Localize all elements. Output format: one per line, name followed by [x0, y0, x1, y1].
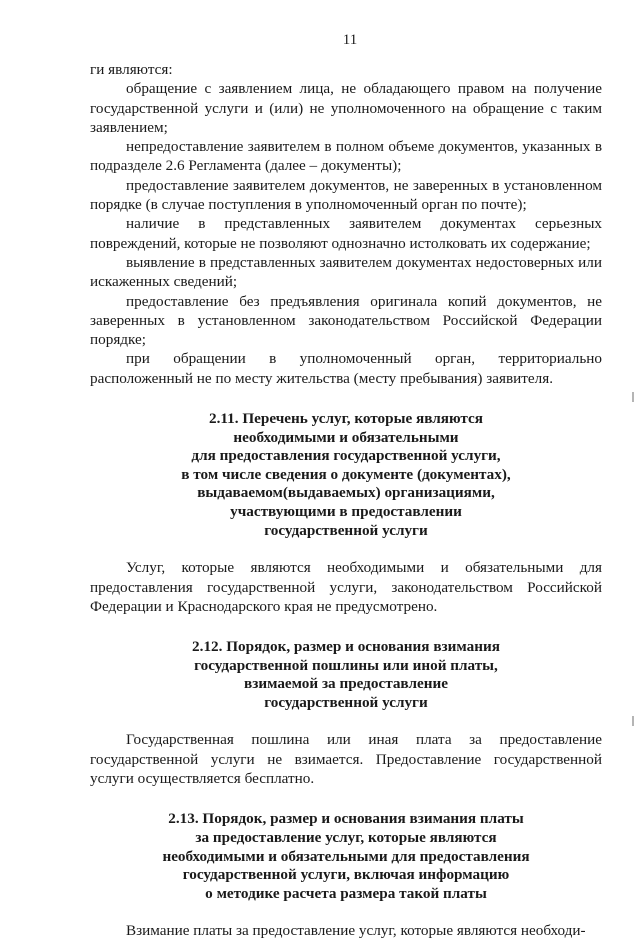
heading-line: государственной услуги, включая информацию — [182, 866, 510, 884]
list-item: предоставление без предъявления оригинала копий документов, не заверенных в установленном законодательством Российской Федерации порядке; — [90, 292, 602, 349]
section-heading-2-13 — [90, 810, 602, 903]
heading-line: государственной услуги — [264, 693, 428, 711]
scan-margin-mark — [632, 716, 634, 726]
heading-line: за предоставление услуг, которые являются — [195, 828, 497, 846]
heading-line: 2.11. Перечень услуг, которые являются — [209, 410, 483, 428]
list-item: выявление в представленных заявителем документах недостоверных или искаженных сведений; — [90, 253, 602, 291]
heading-line: взимаемой за предоставление — [244, 675, 448, 693]
heading-line: в том числе сведения о документе (документах), — [181, 465, 511, 483]
section-2-11-body: Услуг, которые являются необходимыми и обязательными для предоставления государственной услуги, законодательством Российской Федерации и Краснодарского края не предусмотрено. — [90, 559, 602, 615]
paragraph-lead: ги являются: — [90, 61, 173, 78]
scan-margin-mark — [632, 392, 634, 402]
section-heading-2-11 — [90, 410, 602, 540]
section-2-13-body: Взимание платы за предоставление услуг, которые являются необходи- — [126, 922, 586, 940]
page-number: 11 — [342, 32, 358, 48]
heading-line: участвующими в предоставлении — [230, 503, 462, 521]
heading-line: необходимыми и обязательными — [233, 428, 459, 446]
list-item: непредоставление заявителем в полном объеме документов, указанных в подразделе 2.6 Регламента (далее – документы); — [90, 138, 602, 175]
document-body — [90, 60, 602, 941]
list-item: при обращении в уполномоченный орган, территориально расположенный не по месту жительства (месту пребывания) заявителя. — [90, 350, 602, 387]
heading-line: необходимыми и обязательными для предоставления — [162, 847, 530, 865]
heading-line: 2.12. Порядок, размер и основания взимания — [192, 638, 500, 656]
list-item: обращение с заявлением лица, не обладающего правом на получение государственной услуги и (или) не уполномоченного на обращение с таким заявлением; — [90, 80, 602, 136]
section-heading-2-12 — [90, 638, 602, 712]
list-item: предоставление заявителем документов, не заверенных в установленном порядке (в случае поступления в уполномоченный орган по почте); — [90, 176, 602, 214]
heading-line: выдаваемом(выдаваемых) организациями, — [197, 484, 495, 502]
heading-line: 2.13. Порядок, размер и основания взимания платы — [168, 810, 524, 828]
list-item: наличие в представленных заявителем документах серьезных повреждений, которые не позволяют однозначно истолковать их содержание; — [90, 215, 602, 252]
section-2-12-body: Государственная пошлина или иная плата за предоставление государственной услуги не взимается. Предоставление государственной услуги осуществляется бесплатно. — [90, 731, 602, 788]
heading-line: для предоставления государственной услуги, — [191, 447, 501, 465]
heading-line: государственной пошлины или иной платы, — [194, 656, 498, 674]
heading-line: о методике расчета размера такой платы — [205, 884, 487, 902]
heading-line: государственной услуги — [264, 521, 428, 539]
